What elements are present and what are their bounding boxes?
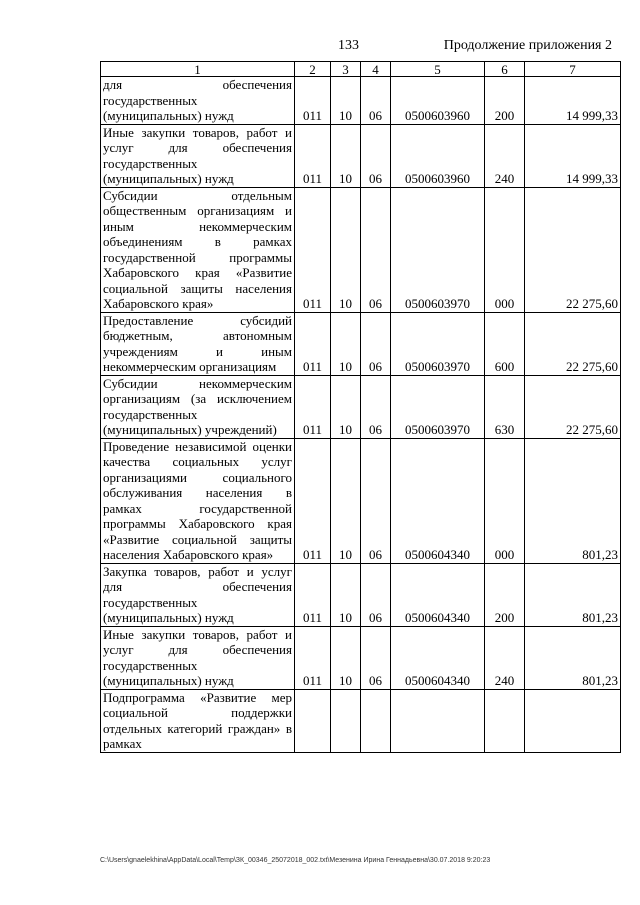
cell-expense-type: 200 (485, 563, 525, 626)
cell-expense-type: 000 (485, 438, 525, 563)
cell-amount: 14 999,33 (525, 124, 621, 187)
table-row (101, 375, 621, 438)
cell-subsection: 06 (361, 312, 391, 375)
cell-expense-type: 240 (485, 124, 525, 187)
cell-section (331, 689, 361, 752)
cell-ministry-code: 011 (295, 626, 331, 689)
cell-ministry-code: 011 (295, 375, 331, 438)
cell-ministry-code: 011 (295, 77, 331, 125)
file-path-footer: C:\Users\gnaelekhina\AppData\Local\Temp\ЗК_00346_25072018_002.txt\Мезенина Ирина Геннадьевна\30.07.2018 9:20:23 (100, 857, 491, 864)
cell-section: 10 (331, 563, 361, 626)
cell-section: 10 (331, 124, 361, 187)
cell-ministry-code: 011 (295, 563, 331, 626)
column-header: 5 (391, 62, 485, 77)
column-header: 3 (331, 62, 361, 77)
table-row (101, 187, 621, 312)
row-name: Подпрограмма «Развитие мер социальной поддержки отдельных категорий граждан» в рамках (101, 689, 295, 752)
column-header: 2 (295, 62, 331, 77)
cell-target-article: 0500603960 (391, 77, 485, 125)
table-row (101, 77, 621, 125)
cell-expense-type: 000 (485, 187, 525, 312)
cell-target-article: 0500604340 (391, 563, 485, 626)
cell-target-article (391, 689, 485, 752)
cell-target-article: 0500604340 (391, 626, 485, 689)
table-row (101, 626, 621, 689)
table-row (101, 124, 621, 187)
column-header: 1 (101, 62, 295, 77)
row-name: Субсидии некоммерческим организациям (за исключением государственных (муниципальных) учреждений) (101, 375, 295, 438)
cell-target-article: 0500603970 (391, 375, 485, 438)
table-row (101, 563, 621, 626)
column-header: 7 (525, 62, 621, 77)
row-name: Иные закупки товаров, работ и услуг для обеспечения государственных (муниципальных) нужд (101, 124, 295, 187)
cell-target-article: 0500603960 (391, 124, 485, 187)
cell-amount: 14 999,33 (525, 77, 621, 125)
cell-ministry-code: 011 (295, 312, 331, 375)
cell-section: 10 (331, 438, 361, 563)
cell-expense-type: 200 (485, 77, 525, 125)
cell-section: 10 (331, 375, 361, 438)
row-name: Иные закупки товаров, работ и услуг для обеспечения государственных (муниципальных) нужд (101, 626, 295, 689)
cell-section: 10 (331, 312, 361, 375)
cell-ministry-code: 011 (295, 124, 331, 187)
budget-table (100, 61, 621, 753)
table-row (101, 312, 621, 375)
cell-subsection: 06 (361, 124, 391, 187)
cell-subsection: 06 (361, 375, 391, 438)
appendix-continuation-note: Продолжение приложения 2 (443, 38, 612, 53)
cell-ministry-code: 011 (295, 187, 331, 312)
cell-amount: 22 275,60 (525, 187, 621, 312)
cell-expense-type: 240 (485, 626, 525, 689)
cell-amount: 801,23 (525, 563, 621, 626)
cell-target-article: 0500603970 (391, 312, 485, 375)
cell-expense-type: 630 (485, 375, 525, 438)
table-row (101, 438, 621, 563)
cell-ministry-code: 011 (295, 438, 331, 563)
row-name: Предоставление субсидий бюджетным, автономным учреждениям и иным некоммерческим организациям (101, 312, 295, 375)
cell-amount: 22 275,60 (525, 312, 621, 375)
cell-target-article: 0500603970 (391, 187, 485, 312)
row-name: для обеспечения государственных (муниципальных) нужд (101, 77, 295, 125)
cell-amount (525, 689, 621, 752)
column-header: 6 (485, 62, 525, 77)
cell-amount: 22 275,60 (525, 375, 621, 438)
cell-subsection: 06 (361, 438, 391, 563)
table-row (101, 689, 621, 752)
page-number: 133 (338, 38, 359, 53)
cell-section: 10 (331, 77, 361, 125)
cell-subsection (361, 689, 391, 752)
cell-subsection: 06 (361, 77, 391, 125)
cell-section: 10 (331, 626, 361, 689)
cell-subsection: 06 (361, 563, 391, 626)
cell-amount: 801,23 (525, 626, 621, 689)
cell-target-article: 0500604340 (391, 438, 485, 563)
cell-expense-type: 600 (485, 312, 525, 375)
cell-subsection: 06 (361, 187, 391, 312)
row-name: Проведение независимой оценки качества социальных услуг организациями социального обслуживания населения в рамках государственной программы Хабаровского края «Развитие социальной защиты населения Хабаровского края» (101, 438, 295, 563)
cell-ministry-code (295, 689, 331, 752)
cell-section: 10 (331, 187, 361, 312)
cell-subsection: 06 (361, 626, 391, 689)
table-header-row (101, 62, 621, 77)
column-header: 4 (361, 62, 391, 77)
cell-amount: 801,23 (525, 438, 621, 563)
row-name: Субсидии отдельным общественным организациям и иным некоммерческим объединениям в рамках государственной программы Хабаровского края «Развитие социальной защиты населения Хабаровского края» (101, 187, 295, 312)
row-name: Закупка товаров, работ и услуг для обеспечения государственных (муниципальных) нужд (101, 563, 295, 626)
cell-expense-type (485, 689, 525, 752)
